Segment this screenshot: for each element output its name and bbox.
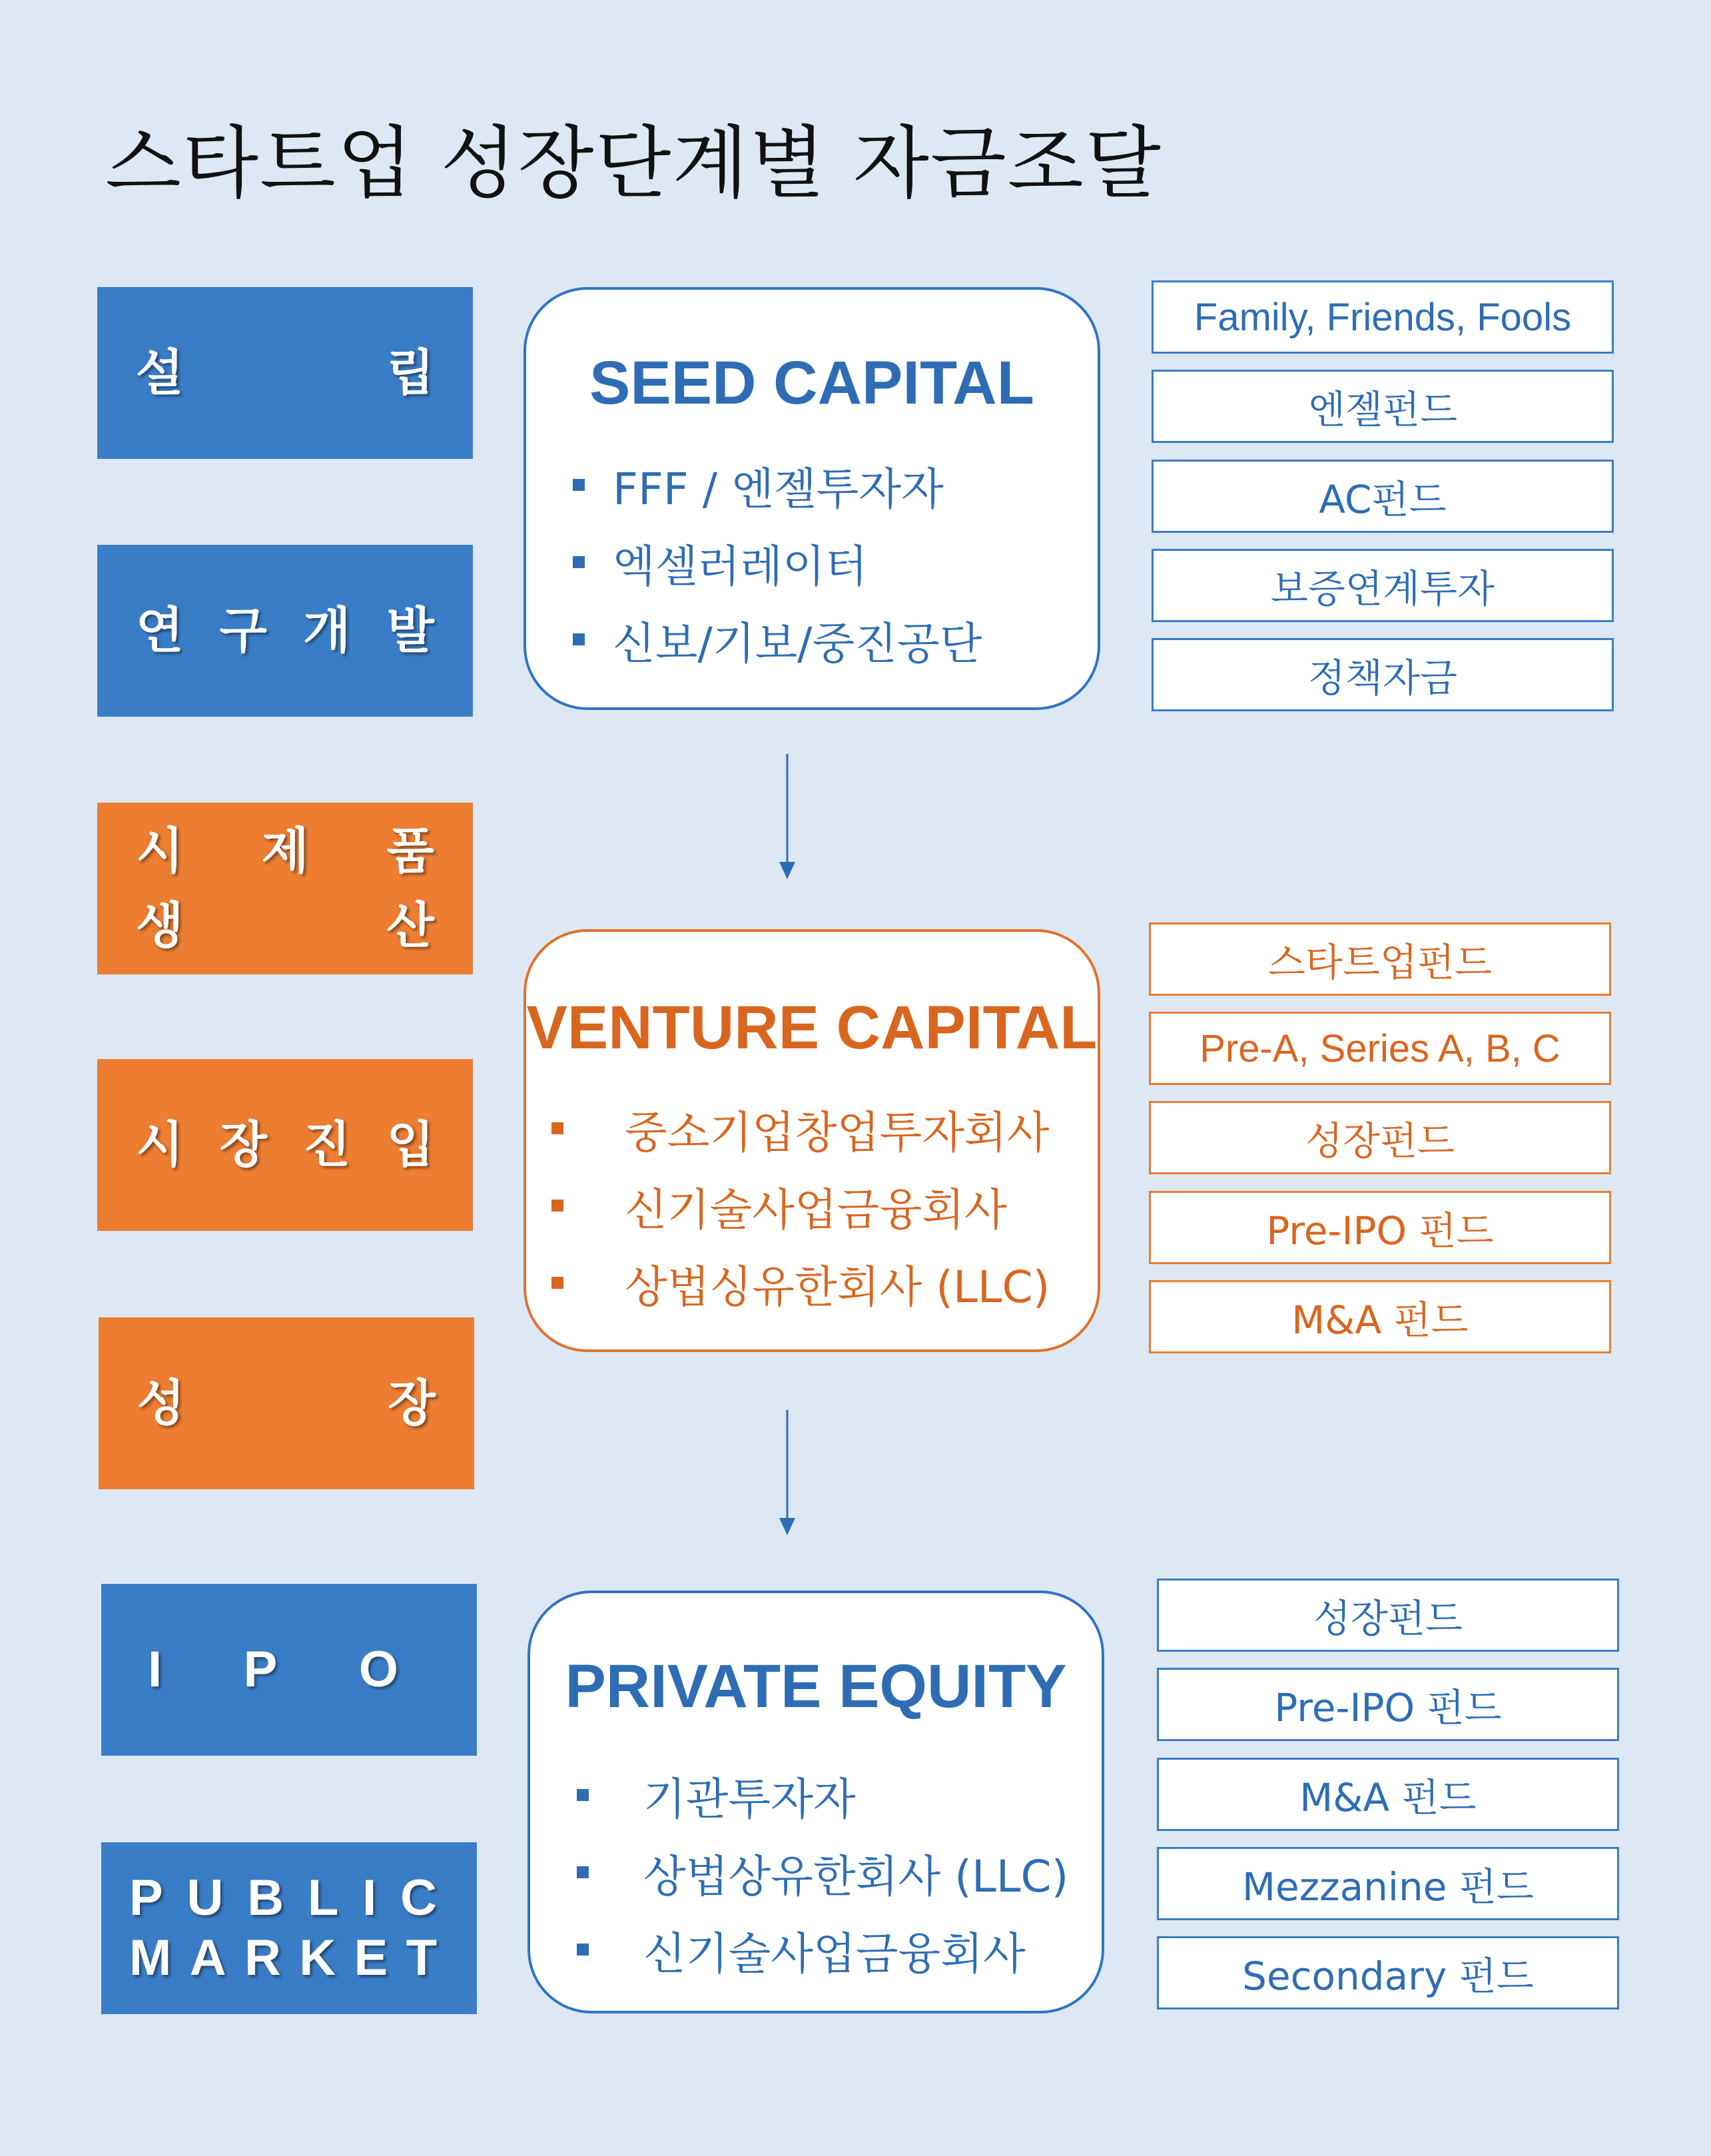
stage-ipo [101, 1584, 477, 1756]
fund-label: AC펀드 [1319, 477, 1447, 522]
fund-box [1149, 1101, 1611, 1174]
fund-label: 보증연계투자 [1270, 566, 1495, 611]
fund-box [1157, 1668, 1619, 1741]
fund-label: M&A 펀드 [1299, 1775, 1477, 1820]
list-item [551, 1167, 1098, 1244]
fund-label: 엔젤펀드 [1307, 387, 1458, 432]
bullet-icon [577, 1944, 589, 1956]
stage-char: I [148, 1641, 163, 1698]
fund-label: M&A 펀드 [1291, 1297, 1469, 1343]
stage-char: 성 [137, 1375, 185, 1432]
list-item [577, 1834, 1102, 1911]
list-item-label: 신기술사업금융회사 [643, 1928, 1026, 1979]
stage-char: 시 [136, 1116, 184, 1174]
fund-box [1149, 1280, 1611, 1353]
bullet-icon [573, 479, 585, 491]
stage-char: I [362, 1870, 377, 1926]
bullet-icon [573, 556, 585, 568]
stage-research [97, 545, 473, 717]
stage-char: C [400, 1870, 437, 1926]
stage-char: 설 [136, 344, 184, 402]
fund-box [1152, 549, 1614, 622]
panel-seed-capital [523, 287, 1100, 710]
fund-box [1152, 638, 1614, 711]
down-arrow-icon [774, 754, 801, 881]
stage-char: 품 [386, 823, 434, 880]
stage-char: E [354, 1930, 388, 1986]
panel-private-equity [527, 1591, 1104, 2013]
stage-char: 개 [303, 602, 351, 659]
stage-char: 발 [386, 602, 434, 659]
stage-char: 산 [386, 897, 434, 954]
bullet-icon [577, 1866, 589, 1878]
stage-growth [99, 1317, 474, 1489]
stage-prototype [97, 803, 473, 974]
stage-char: 연 [136, 602, 184, 659]
bullet-icon [577, 1789, 589, 1801]
stage-char: O [358, 1641, 398, 1698]
fund-box [1157, 1936, 1619, 2009]
bullet-icon [551, 1122, 563, 1134]
fund-label: Family, Friends, Fools [1194, 295, 1572, 339]
fund-box [1157, 1847, 1619, 1920]
list-item-label: 신보/기보/중진공단 [613, 617, 982, 669]
stage-char: P [243, 1641, 278, 1698]
stage-char: L [307, 1870, 339, 1926]
stage-char: 제 [261, 823, 309, 880]
stage-char: 시 [136, 823, 184, 880]
fund-label: 정책자금 [1307, 655, 1458, 701]
list-item [573, 601, 1098, 678]
list-item-label: 중소기업창업투자회사 [625, 1106, 1050, 1158]
panel-venture-capital [523, 929, 1100, 1352]
fund-label: Secondary 펀드 [1242, 1954, 1534, 1999]
stage-char: K [299, 1930, 336, 1986]
stage-char: 진 [303, 1116, 351, 1174]
list-item [577, 1911, 1102, 1988]
fund-label: Pre-IPO 펀드 [1274, 1685, 1502, 1730]
list-item-label: 상법싱유한회사 (LLC) [625, 1261, 1050, 1313]
stage-char: 생 [136, 897, 184, 954]
fund-label: 스타트업펀드 [1267, 940, 1493, 985]
fund-box [1149, 1012, 1611, 1085]
list-item-label: 기관투자자 [643, 1773, 856, 1825]
stage-char: 입 [386, 1116, 434, 1174]
fund-box [1149, 922, 1611, 996]
fund-box [1152, 370, 1614, 443]
list-item [577, 1756, 1102, 1834]
stage-char: P [129, 1870, 163, 1926]
stage-char: 장 [388, 1375, 436, 1432]
panel-title: SEED CAPITAL [589, 349, 1034, 417]
fund-label: 성장펀드 [1313, 1596, 1463, 1641]
stage-char: B [247, 1870, 284, 1926]
list-item-label: FFF / 엔젤투자자 [613, 463, 944, 515]
stage-establishment [97, 287, 473, 459]
stage-char: 립 [386, 344, 434, 402]
fund-box [1157, 1758, 1619, 1831]
fund-box [1149, 1191, 1611, 1264]
stage-char: 장 [219, 1116, 267, 1174]
list-item [573, 524, 1098, 601]
stage-public-market [101, 1842, 477, 2014]
fund-label: Mezzanine 펀드 [1242, 1864, 1534, 1910]
stage-char: T [406, 1930, 437, 1986]
down-arrow-icon [774, 1410, 801, 1537]
list-item-label: 상법상유한회사 (LLC) [643, 1850, 1069, 1902]
stage-char: 구 [219, 602, 267, 659]
fund-box [1157, 1579, 1619, 1652]
stage-char: R [244, 1930, 281, 1986]
bullet-icon [573, 633, 585, 645]
fund-box [1152, 280, 1614, 354]
panel-title: PRIVATE EQUITY [565, 1652, 1067, 1720]
stage-char: A [189, 1930, 226, 1986]
list-item [573, 446, 1098, 524]
fund-label: 성장펀드 [1305, 1118, 1455, 1164]
list-item [551, 1244, 1098, 1321]
page-title: 스타트업 성장단계별 자금조달 [105, 117, 1162, 209]
stage-char: M [129, 1930, 172, 1986]
panel-title: VENTURE CAPITAL [526, 994, 1098, 1062]
stage-market-entry [97, 1059, 473, 1231]
fund-box [1152, 460, 1614, 533]
list-item [551, 1090, 1098, 1167]
list-item-label: 엑셀러레이터 [613, 540, 868, 592]
list-item-label: 신기술사업금융회사 [625, 1184, 1007, 1236]
fund-label: Pre-A, Series A, B, C [1199, 1026, 1560, 1070]
bullet-icon [551, 1277, 563, 1289]
fund-label: Pre-IPO 펀드 [1266, 1208, 1494, 1254]
bullet-icon [551, 1200, 563, 1212]
stage-char: U [186, 1870, 224, 1926]
